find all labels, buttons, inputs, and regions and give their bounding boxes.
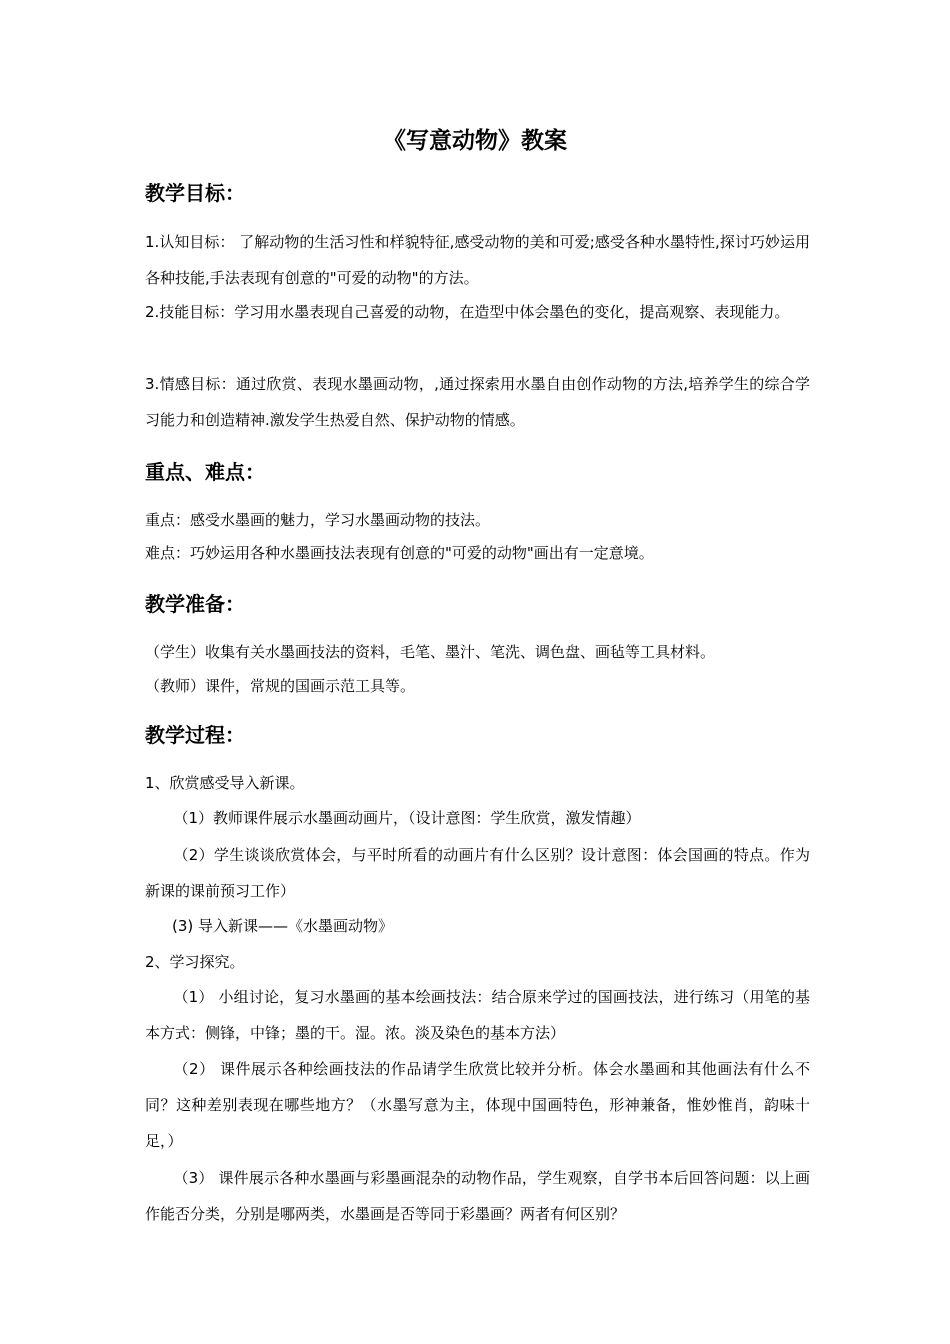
- step-2-item-2: （2） 课件展示各种绘画技法的作品请学生欣赏比较并分析。体会水墨画和其他画法有什么不同？这种差别表现在哪些地方？（水墨写意为主，体现中国画特色，形神兼备，惟妙惟肖，韵味十足，）: [145, 1060, 810, 1150]
- step-1-item-3: (3) 导入新课——《水墨画动物》: [172, 917, 394, 935]
- heading-objectives: 教学目标：: [145, 181, 245, 205]
- preparation-students: （学生）收集有关水墨画技法的资料，毛笔、墨汁、笔洗、调色盘、画毡等工具材料。: [145, 643, 716, 661]
- process-step-2: 2、学习探究。: [145, 953, 245, 971]
- objective-skill: 2.技能目标：学习用水墨表现自己喜爱的动物，在造型中体会墨色的变化，提高观察、表现能力。: [145, 303, 790, 321]
- heading-key-points: 重点、难点：: [145, 460, 265, 484]
- step-2-item-3: （3） 课件展示各种水墨画与彩墨画混杂的动物作品，学生观察，自学书本后回答问题：以上画作能否分类，分别是哪两类，水墨画是否等同于彩墨画？两者有何区别？: [145, 1169, 810, 1223]
- step-1-item-1: （1）教师课件展示水墨画动画片，（设计意图：学生欣赏，激发情趣）: [173, 809, 641, 827]
- heading-preparation: 教学准备：: [145, 592, 245, 616]
- heading-process: 教学过程：: [145, 723, 245, 747]
- document-title: 《写意动物》教案: [383, 128, 567, 154]
- objective-emotion: 3.情感目标：通过欣赏、表现水墨画动物，,通过探索用水墨自由创作动物的方法,培养学生的综合学习能力和创造精神.激发学生热爱自然、保护动物的情感。: [145, 375, 810, 429]
- key-point: 重点：感受水墨画的魅力，学习水墨画动物的技法。: [145, 511, 491, 529]
- step-1-item-2: （2）学生谈谈欣赏体会，与平时所看的动画片有什么区别？设计意图：体会国画的特点。作为新课的课前预习工作）: [145, 846, 810, 900]
- preparation-teacher: （教师）课件，常规的国画示范工具等。: [145, 677, 416, 695]
- process-step-1: 1、欣赏感受导入新课。: [145, 774, 305, 792]
- difficult-point: 难点：巧妙运用各种水墨画技法表现有创意的"可爱的动物"画出有一定意境。: [145, 544, 654, 562]
- step-2-item-1: （1） 小组讨论，复习水墨画的基本绘画技法：结合原来学过的国画技法，进行练习（用笔的基本方式：侧锋，中锋；墨的干。湿。浓。淡及染色的基本方法）: [145, 988, 810, 1042]
- objective-cognitive: 1.认知目标： 了解动物的生活习性和样貌特征,感受动物的美和可爱;感受各种水墨特性,探讨巧妙运用各种技能,手法表现有创意的"可爱的动物"的方法。: [145, 233, 810, 287]
